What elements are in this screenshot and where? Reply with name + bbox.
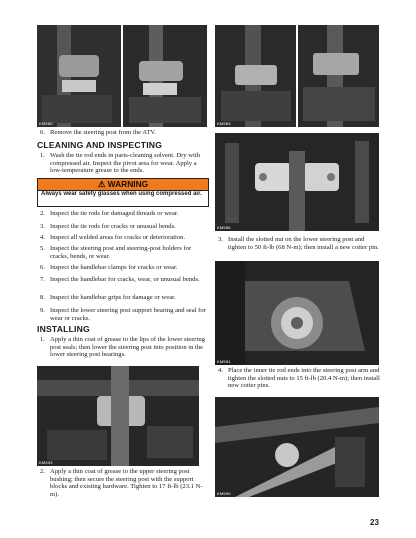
warning-triangle-icon: ⚠ (97, 179, 106, 189)
step-number: 7. (40, 276, 45, 283)
step-text: Remove the steering post from the ATV. (50, 129, 156, 136)
step-text: Inspect the handlebar grips for damage or wear. (50, 294, 176, 301)
photo-steering-post-removal (37, 25, 207, 127)
step-number: 2. (40, 468, 45, 475)
cleaning-step-8 (40, 294, 208, 302)
step-number: 1. (40, 336, 45, 343)
step-text: Apply a thin coat of grease to the lips of the lower steering post seals; then lower the steering post into position in the lower steering post bearings. (50, 336, 205, 359)
cleaning-step-5 (40, 245, 208, 260)
warning-text: Always wear safety glasses when using compressed air. (37, 190, 209, 207)
photo-code-label: KM586 (217, 225, 231, 230)
step-number: 1. (40, 152, 45, 159)
step-remove-post (40, 129, 208, 137)
cleaning-step-9 (40, 307, 208, 322)
cleaning-step-4 (40, 234, 208, 242)
step-text: Inspect the steering post and steering-post holders for cracks, bends, or wear. (50, 245, 192, 260)
photo-code-label: KM593 (39, 460, 53, 465)
install-step-3 (218, 236, 382, 251)
photo-support-blocks (215, 133, 379, 231)
step-number: 5. (40, 245, 45, 252)
cleaning-step-3 (40, 223, 208, 231)
photo-code-label: KM590 (217, 491, 231, 496)
step-number: 2. (40, 210, 45, 217)
section-heading-installing: INSTALLING (37, 324, 90, 334)
cleaning-step-7 (40, 276, 208, 284)
photo-steering-support (215, 25, 379, 127)
install-step-4 (218, 367, 382, 390)
step-number: 8. (40, 294, 45, 301)
install-step-2 (40, 468, 208, 498)
photo-tie-rod-ends (215, 397, 379, 497)
photo-upper-bushing (37, 366, 199, 466)
step-text: Inspect the tie rods for damaged threads or wear. (50, 210, 179, 217)
cleaning-step-6 (40, 264, 208, 272)
page-number: 23 (370, 518, 379, 527)
photo-slotted-nut (215, 261, 379, 365)
warning-label: WARNING (107, 179, 149, 189)
step-text: Install the slotted nut on the lower steering post and tighten to 50 ft-lb (68 N-m); then install a new cotter pin. (228, 236, 379, 251)
photo-code-label: KM580 (39, 121, 53, 126)
step-number: 4. (218, 367, 223, 374)
step-number: 9. (40, 307, 45, 314)
photo-code-label: KM583 (217, 121, 231, 126)
step-text: Inspect all welded areas for cracks or deterioration. (50, 234, 186, 241)
step-text: Wash the tie rod ends in parts-cleaning solvent. Dry with compressed air. Inspect the pivot area for wear. Apply a low-temperature grease to the ends. (50, 152, 200, 175)
step-number: 6. (40, 129, 45, 136)
step-text: Place the inner tie rod ends into the steering post arm and tighten the slotted nuts to 15 ft-lb (20.4 N-m); then install new cotter pins. (228, 367, 380, 390)
section-heading-cleaning: CLEANING AND INSPECTING (37, 140, 163, 150)
step-text: Apply a thin coat of grease to the upper steering post bushing; then secure the steering post with the support blocks and existing hardware. Tighten to 17 ft-lb (23.1 N-m). (50, 468, 203, 498)
step-text: Inspect the handlebar for cracks, wear, or unusual bends. (50, 276, 200, 283)
cleaning-step-2 (40, 210, 208, 218)
cleaning-step-1 (40, 152, 208, 175)
step-number: 6. (40, 264, 45, 271)
step-text: Inspect the tie rods for cracks or unusual bends. (50, 223, 176, 230)
step-number: 4. (40, 234, 45, 241)
install-step-1 (40, 336, 208, 359)
step-number: 3. (40, 223, 45, 230)
step-text: Inspect the lower steering post support bearing and seal for wear or cracks. (50, 307, 206, 322)
photo-code-label: KM581 (217, 359, 231, 364)
step-text: Inspect the handlebar clamps for cracks or wear. (50, 264, 178, 271)
step-number: 3. (218, 236, 223, 243)
